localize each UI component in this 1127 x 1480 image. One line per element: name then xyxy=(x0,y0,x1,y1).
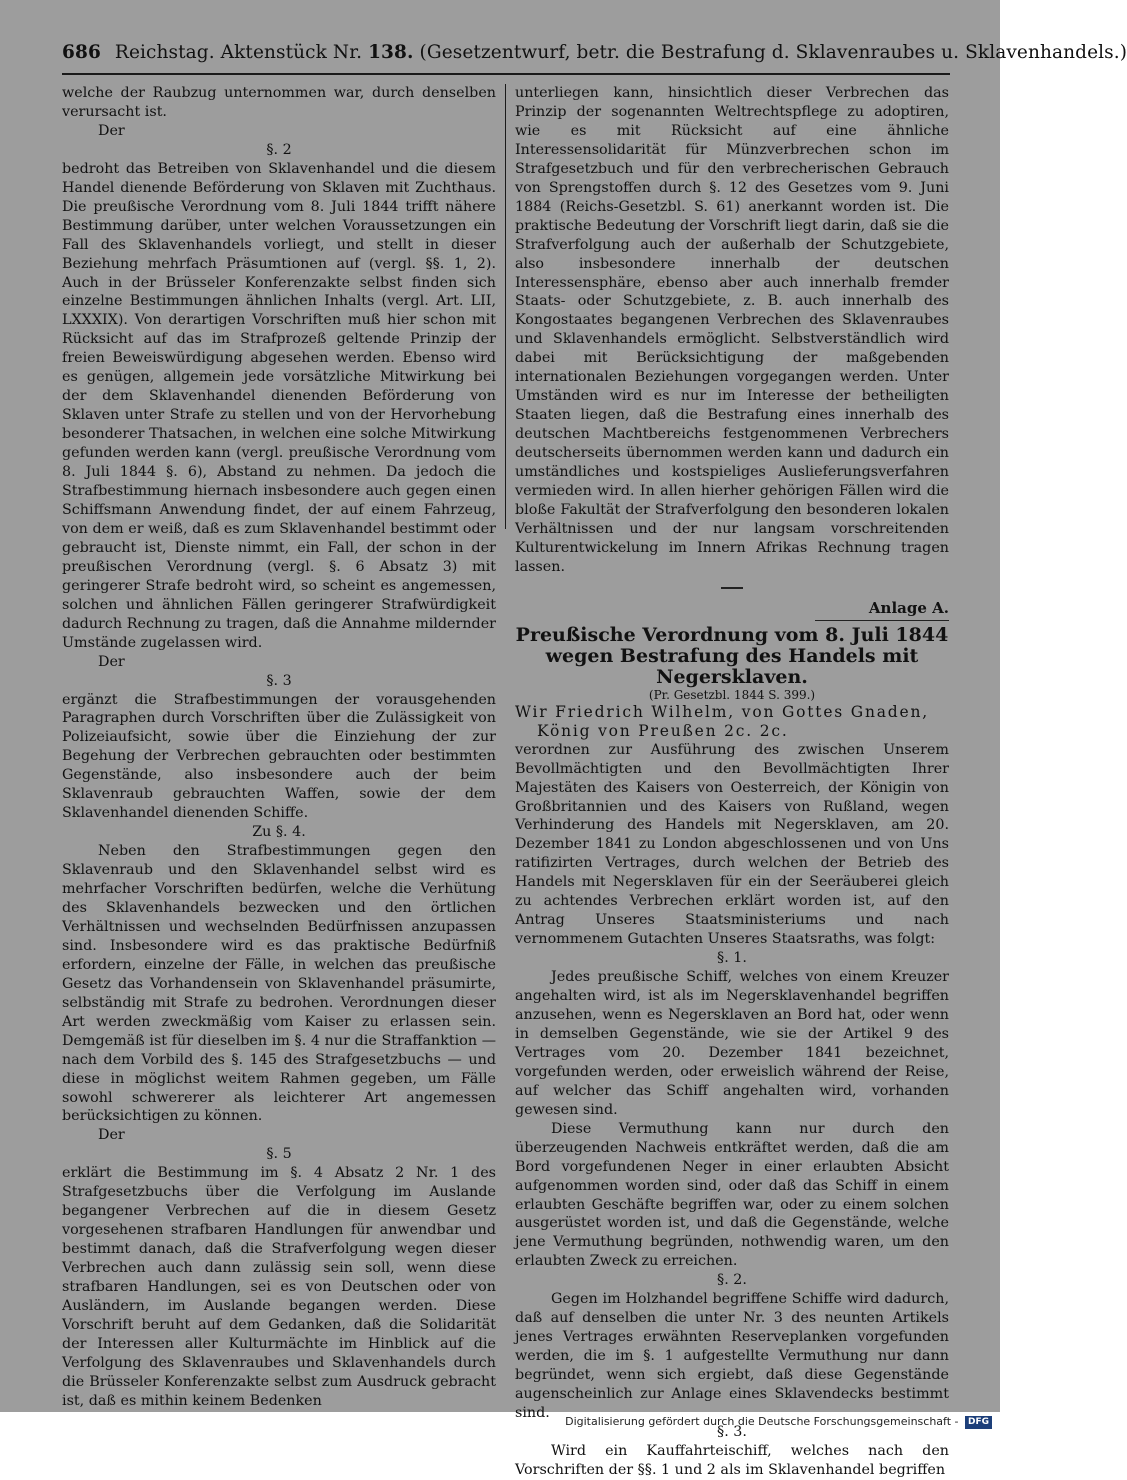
section-4-heading: Zu §. 4. xyxy=(252,824,306,841)
right-continuation-paragraph: unterliegen kann, hinsichtlich dieser Verbrechen das Prinzip der sogenannten Weltrechtspflege zu adoptiren, wie es mit Rücksicht auf eine ähnliche Interessensolidarität für Münzverbrechen schon im Strafgesetzbuch und für den verbrecherischen Gebrauch von Sprengstoffen durch §. 12 des Gesetzes vom 9. Juni 1884 (Reichs-Gesetzbl. S. 61) anerkannt worden ist. Die praktische Bedeutung der Vorschrift liegt darin, daß sie die Strafverfolgung auch der außerhalb der Schutzgebiete, also insbesondere innerhalb der deutschen Interessensphäre, ebenso aber auch innerhalb fremder Staats- oder Schutzgebiete, z. B. auch innerhalb des Kongostaates begangenen Verbrechen des Sklavenraubes und Sklavenhandels ermöglicht. Selbstverständlich wird dabei mit Berücksichtigung der maßgebenden internationalen Beziehungen vorgegangen werden. Unter Umständen wird es nur im Interesse der betheiligten Staaten liegen, daß die Bestrafung eines innerhalb des deutschen Machtbereichs festgenommenen Verbrechers deutscherseits übernommen werden kann und dadurch ein umständliches und kostspieliges Auslieferungsverfahren vermieden wird. In allen hierher gehörigen Fällen wird die bloße Fakultät der Strafverfolgung den besonderen lokalen Verhältnissen und der nur langsam vorschreitenden Kulturentwickelung im Innern Afrikas Rechnung tragen lassen. xyxy=(515,85,949,575)
ordinance-section-2-paragraph: Gegen im Holzhandel begriffene Schiffe wird dadurch, daß auf denselben die unter Nr. 3 des neunten Artikels jenes Vertrages erwähnten Reserveplanken vorgefunden werden, die im §. 1 aufgestellte Vermuthung nur dann begründet, wenn sich ergiebt, daß diese Gegenstände augenscheinlich zur Anlage eines Sklavendecks bestimmt sind. xyxy=(515,1291,949,1421)
right-column xyxy=(515,84,949,1480)
ordinance-section-2-heading: §. 2. xyxy=(717,1272,747,1289)
section-dash xyxy=(721,587,743,589)
running-title-pre: Reichstag. Aktenstück Nr. xyxy=(114,42,369,63)
section-5-heading: §. 5 xyxy=(266,1146,292,1163)
dfg-logo: DFG xyxy=(965,1416,992,1429)
der-label-3: Der xyxy=(98,1127,125,1144)
ordinance-preamble: verordnen zur Ausführung des zwischen Unserem Bevollmächtigten und den Bevollmächtigten Ihrer Majestäten des Kaisers von Oesterreich, der Königin von Großbritannien und des Kaisers von Rußland, wegen Verhinderung des Handels mit Negersklaven, am 20. Dezember 1841 zu London abgeschlossenen und von Uns ratifizirten Vertrages, durch welchen der Betrieb des Handels mit Negersklaven für ein der Seeräuberei gleich zu achtendes Verbrechen erklärt worden ist, auf den Antrag Unseres Staatsministeriums und nach vernommenem Gutachten Unseres Staatsraths, was folgt: xyxy=(515,741,949,948)
ordinance-section-1-heading: §. 1. xyxy=(717,950,747,967)
ordinance-citation: (Pr. Gesetzbl. 1844 S. 399.) xyxy=(648,687,816,702)
anlage-label: Anlage A. xyxy=(868,598,949,617)
section-3-heading: §. 3 xyxy=(266,672,292,689)
section-3-paragraph: ergänzt die Strafbestimmungen der vorausgehenden Paragraphen durch Vorschriften über die Zulässigkeit von Polizeiaufsicht, sowie über die Einziehung der zur Begehung der Verbrechen gebrauchten oder bestimmten Gegenstände, also insbesondere auch der beim Sklavenraub gebrauchten Waffen, sowie der dem Sklavenhandel dienenden Schiffe. xyxy=(62,691,496,822)
header-rule xyxy=(62,73,950,75)
anlage-rule xyxy=(815,620,949,621)
section-2-paragraph: bedroht das Betreiben von Sklavenhandel und die diesem Handel dienende Beförderung von Sklaven mit Zuchthaus. Die preußische Verordnung vom 8. Juli 1844 trifft nähere Bestimmung darüber, unter welchen Voraussetzungen ein Fall des Sklavenhandels vorliegt, und stellt in dieser Beziehung mehrfach Präsumtionen auf (vergl. §§. 1, 2). Auch in der Brüsseler Konferenzakte selbst finden sich einzelne Bestimmungen ähnlichen Inhalts (vergl. Art. LII, LXXXIX). Von derartigen Vorschriften muß hier schon mit Rücksicht auf das im Strafprozeß geltende Prinzip der freien Beweiswürdigung abgesehen werden. Ebenso wird es genügen, allgemein jede vorsätzliche Mitwirkung bei der dem Sklavenhandel dienenden Beförderung von Sklaven unter Strafe zu stellen und von der Hervorhebung besonderer Thatsachen, in welchen eine solche Mitwirkung gefunden werden kann (vergl. preußische Verordnung vom 8. Juli 1844 §. 6), Abstand zu nehmen. Da jedoch die Strafbestimmung hiernach insbesondere auch gegen einen Schiffsmann Anwendung findet, der auf einem Fahrzeug, von dem er weiß, daß es zum Sklavenhandel bestimmt oder gebraucht ist, Dienste nimmt, ein Fall, der schon in der preußischen Verordnung (vergl. §. 6 Absatz 3) mit geringerer Strafe bedroht wird, so scheint es angemessen, solchen und ähnlichen Fällen geringerer Strafwürdigkeit dadurch Rechnung zu tragen, daß die Annahme mildernder Umstände zugelassen wird. xyxy=(62,160,496,651)
page-number: 686 xyxy=(62,42,101,63)
ordinance-section-3-paragraph: Wird ein Kauffahrteischiff, welches nach den Vorschriften der §§. 1 und 2 als im Sklavenhandel begriffen xyxy=(515,1442,949,1478)
document-number: 138. xyxy=(368,42,414,63)
section-2-heading: §. 2 xyxy=(266,141,292,158)
ordinance-section-1-paragraph-a: Jedes preußische Schiff, welches von einem Kreuzer angehalten wird, ist als im Negersklavenhandel begriffen anzusehen, wenn es Negersklaven an Bord hat, oder wenn in demselben Gegenstände, wie sie der Artikel 9 des Vertrages vom 20. Dezember 1841 bezeichnet, vorgefunden werden, oder erweislich während der Reise, auf welcher das Schiff angehalten wird, vorhanden gewesen sind. xyxy=(515,969,949,1118)
ordinance-section-1-paragraph-b: Diese Vermuthung kann nur durch den überzeugenden Nachweis entkräftet werden, daß die am Bord vorgefundenen Neger in einer erlaubten Absicht aufgenommen worden sind, oder daß das Schiff in einem erlaubten Geschäfte begriffen war, oder zu einem solchen ausgerüstet worden ist, und daß die Gegenstände, welche jene Vermuthung begründen, nothwendig waren, um den erlaubten Zweck zu erreichen. xyxy=(515,1120,949,1270)
section-5-paragraph: erklärt die Bestimmung im §. 4 Absatz 2 Nr. 1 des Strafgesetzbuchs über die Verfolgung im Auslande begangener Verbrechen auf die in diesem Gesetz vorgesehenen strafbaren Handlungen für anwendbar und bestimmt danach, daß die Strafverfolgung wegen dieser Verbrechen auch dann zulässig sein soll, wenn diese strafbaren Handlungen, sei es von Deutschen oder von Ausländern, im Auslande begangen werden. Diese Vorschrift beruht auf dem Gedanken, daß die Solidarität der Interessen aller Kulturmächte im Hinblick auf die Verfolgung des Sklavenraubes und Sklavenhandels durch die Brüsseler Konferenzakte selbst zum Ausdruck gebracht ist, daß es mithin keinem Bedenken xyxy=(62,1165,496,1409)
funding-credit: Digitalisierung gefördert durch die Deutsche Forschungsgemeinschaft - xyxy=(565,1415,959,1428)
royal-intro: Wir Friedrich Wilhelm, von Gottes Gnaden, König von Preußen 2c. 2c. xyxy=(515,702,929,740)
section-4-paragraph: Neben den Strafbestimmungen gegen den Sklavenraub und den Sklavenhandel selbst wird es mehrfacher Vorschriften bedürfen, welche die Verhütung des Sklavenhandels bezwecken und den örtlichen Verhältnissen und wechselnden Bedürfnissen anzupassen sind. Insbesondere wird es das praktische Bedürfniß erfordern, einzelne der Fälle, in welchen das preußische Gesetz das Vorhandensein von Sklavenhandel präsumirte, selbständig mit Strafe zu bedrohen. Verordnungen dieser Art werden zweckmäßig vom Kaiser zu erlassen sein. Demgemäß ist für dieselben im §. 4 nur die Straffanktion — nach dem Vorbild des §. 145 des Strafgesetzbuchs — und diese in möglichst weitem Rahmen gegeben, um Fälle sowohl schwererer als leichterer Art angemessen berücksichtigen zu können. xyxy=(62,843,496,1125)
ordinance-section-3-heading: §. 3. xyxy=(717,1423,747,1440)
running-header xyxy=(62,42,1127,63)
column-divider xyxy=(505,84,506,529)
der-label-2: Der xyxy=(98,653,125,670)
ordinance-title: Preußische Verordnung vom 8. Juli 1844 wegen Bestrafung des Handels mit Negersklaven. xyxy=(515,623,949,688)
running-title-post: (Gesetzentwurf, betr. die Bestrafung d. Sklavenraubes u. Sklavenhandels.) xyxy=(413,42,1127,63)
left-column xyxy=(62,84,496,1411)
der-label-1: Der xyxy=(98,122,125,139)
left-continuation-paragraph: welche der Raubzug unternommen war, durch denselben verursacht ist. xyxy=(62,85,496,120)
digitization-footer xyxy=(0,1414,992,1430)
